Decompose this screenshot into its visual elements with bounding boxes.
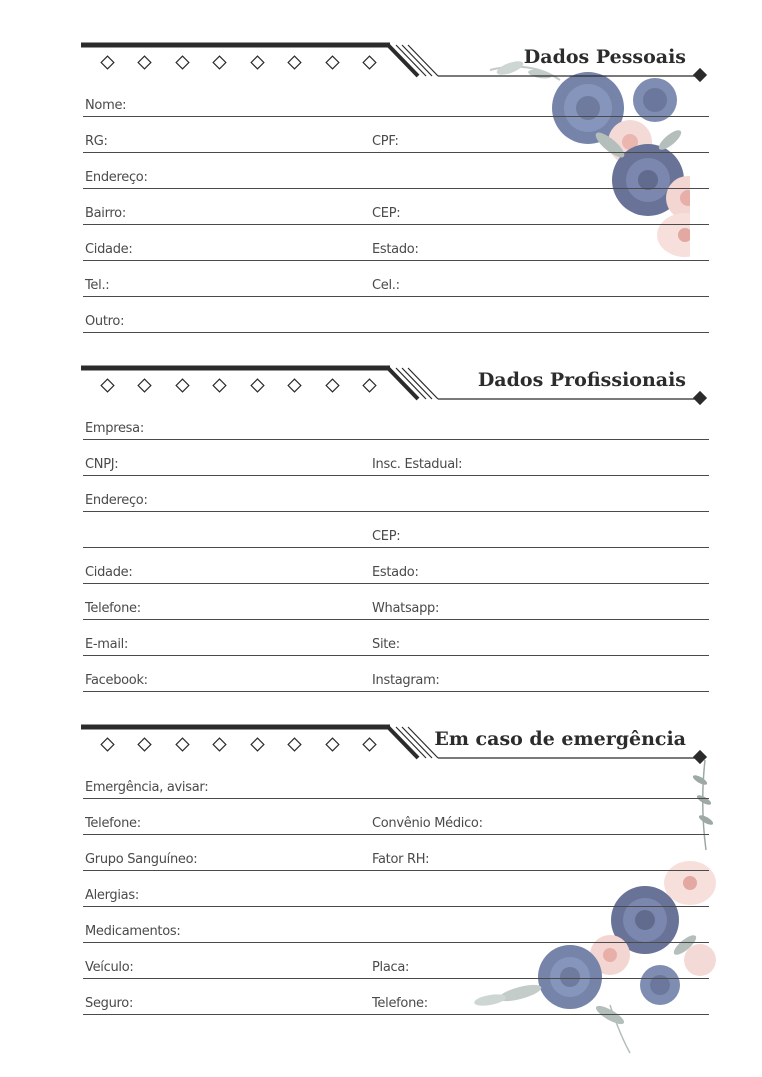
form-row-facebook-instagram[interactable] xyxy=(83,656,709,692)
field-label: Whatsapp: xyxy=(372,601,440,616)
form-row-tel-cel[interactable] xyxy=(83,261,709,297)
section-title: Em caso de emergência xyxy=(434,728,686,750)
form-row-outro[interactable] xyxy=(83,297,709,333)
field-label: Insc. Estadual: xyxy=(372,457,463,472)
field-label: Site: xyxy=(372,637,400,652)
field-label: Telefone: xyxy=(372,996,428,1011)
field-label: Bairro: xyxy=(85,206,126,221)
form-row-empresa[interactable] xyxy=(83,404,709,440)
form-row-endereco[interactable] xyxy=(83,153,709,189)
form-row-emergencia-avisar[interactable] xyxy=(83,763,709,799)
field-label: CEP: xyxy=(372,529,401,544)
form-row-veiculo-placa[interactable] xyxy=(83,943,709,979)
diamond-row xyxy=(101,379,376,392)
field-label: Nome: xyxy=(85,98,127,113)
field-label: CNPJ: xyxy=(85,457,119,472)
field-label: Cidade: xyxy=(85,242,133,257)
field-label: Estado: xyxy=(372,242,419,257)
field-label: Telefone: xyxy=(85,601,141,616)
field-label: RG: xyxy=(85,134,108,149)
form-row-endereco[interactable] xyxy=(83,476,709,512)
field-label: Instagram: xyxy=(372,673,440,688)
field-label: Fator RH: xyxy=(372,852,430,867)
section-title: Dados Pessoais xyxy=(523,46,686,68)
field-label: CPF: xyxy=(372,134,399,149)
field-label: Estado: xyxy=(372,565,419,580)
field-label: Outro: xyxy=(85,314,125,329)
form-row-cidade-estado[interactable] xyxy=(83,548,709,584)
form-row-medicamentos[interactable] xyxy=(83,907,709,943)
form-row-alergias[interactable] xyxy=(83,871,709,907)
field-label: Alergias: xyxy=(85,888,139,903)
field-label: Cel.: xyxy=(372,278,400,293)
field-label: Tel.: xyxy=(85,278,110,293)
field-label: Telefone: xyxy=(85,816,141,831)
section-title: Dados Profissionais xyxy=(477,369,686,391)
form-row-rg-cpf[interactable] xyxy=(83,117,709,153)
field-label: Emergência, avisar: xyxy=(85,780,209,795)
form-row-email-site[interactable] xyxy=(83,620,709,656)
field-label: Cidade: xyxy=(85,565,133,580)
form-row-cep[interactable] xyxy=(83,512,709,548)
form-row-cnpj-insc[interactable] xyxy=(83,440,709,476)
field-label: Endereço: xyxy=(85,170,148,185)
form-row-nome[interactable] xyxy=(83,81,709,117)
field-label: Empresa: xyxy=(85,421,144,436)
field-label: CEP: xyxy=(372,206,401,221)
field-label: Medicamentos: xyxy=(85,924,181,939)
field-label: Veículo: xyxy=(85,960,134,975)
form-row-bairro-cep[interactable] xyxy=(83,189,709,225)
field-label: Grupo Sanguíneo: xyxy=(85,852,198,867)
field-label: Convênio Médico: xyxy=(372,816,483,831)
form-row-telefone-convenio[interactable] xyxy=(83,799,709,835)
diamond-row xyxy=(101,738,376,751)
form-row-grupo-fator[interactable] xyxy=(83,835,709,871)
form-row-telefone-whatsapp[interactable] xyxy=(83,584,709,620)
field-label: Facebook: xyxy=(85,673,148,688)
field-label: Seguro: xyxy=(85,996,134,1011)
form-row-seguro-telefone[interactable] xyxy=(83,979,709,1015)
field-label: Endereço: xyxy=(85,493,148,508)
field-label: Placa: xyxy=(372,960,410,975)
form-row-cidade-estado[interactable] xyxy=(83,225,709,261)
field-label: E-mail: xyxy=(85,637,129,652)
diamond-row xyxy=(101,56,376,69)
